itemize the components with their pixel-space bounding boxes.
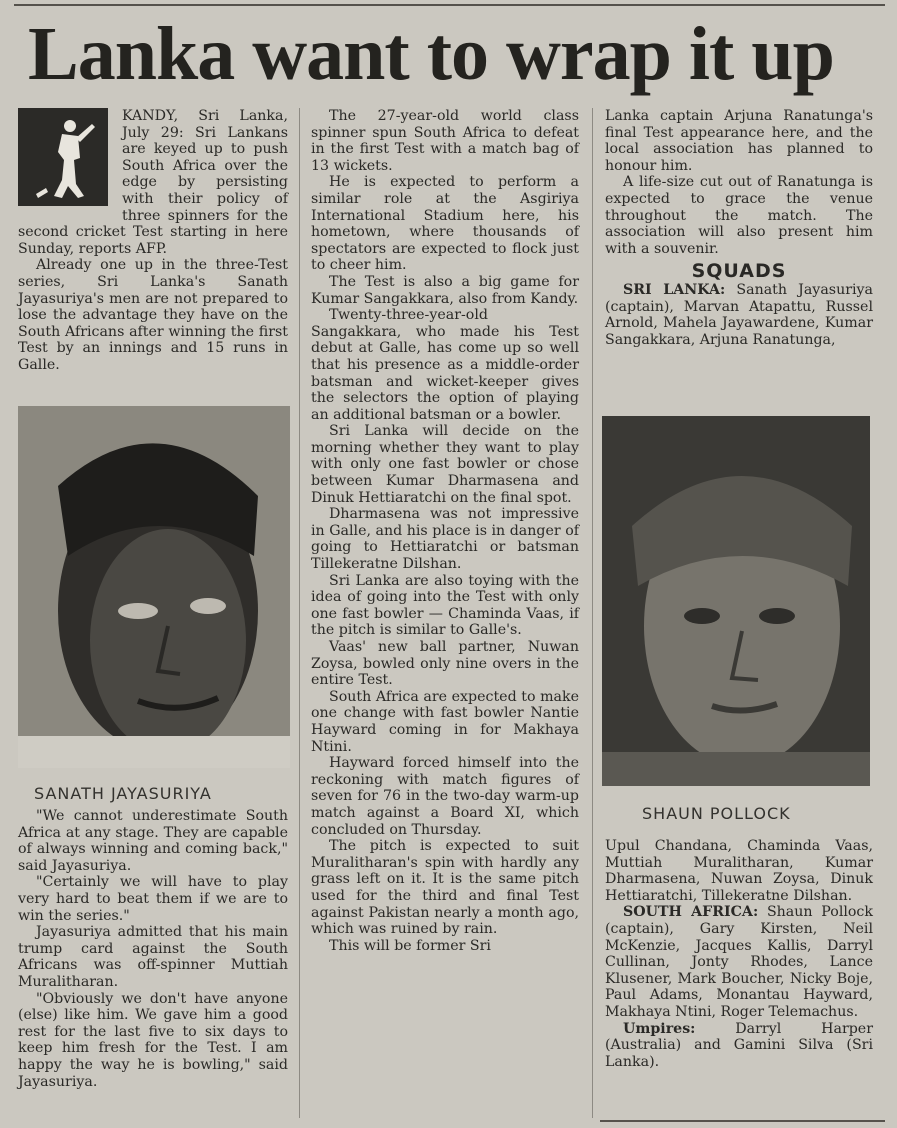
article-column-1-lower	[18, 808, 288, 1090]
headline: Lanka want to wrap it up	[28, 12, 834, 96]
paragraph: Vaas' new ball partner, Nuwan Zoysa, bowled only nine overs in the entire Test.	[311, 639, 579, 689]
sri-lanka-squad-continued: Upul Chandana, Chaminda Vaas, Muttiah Muralitharan, Kumar Dharmasena, Nuwan Zoysa, Dinuk Hettiaratchi, Tillekeratne Dilshan.	[605, 838, 873, 904]
umpires-text: Darryl Harper (Australia) and Gamini Silva (Sri Lanka).	[605, 1020, 873, 1070]
paragraph: Already one up in the three-Test series, Sri Lanka's Sanath Jayasuriya's men are not prepared to lose the advantage they have on the South Africans after winning the first Test by an innings and 15 runs in Galle.	[18, 257, 288, 373]
paragraph: Jayasuriya admitted that his main trump card against the South Africans was off-spinner Muttiah Muralitharan.	[18, 924, 288, 990]
photo-caption: SHAUN POLLOCK	[642, 804, 791, 823]
paragraph: Hayward forced himself into the reckoning with match figures of seven for 76 in the two-day warm-up match against a Board XI, which concluded on Thursday.	[311, 755, 579, 838]
south-africa-squad: Shaun Pollock (captain), Gary Kirsten, Neil McKenzie, Jacques Kallis, Darryl Cullinan, Jonty Rhodes, Lance Klusener, Mark Boucher, Nicky Boje, Paul Adams, Monantau Hayward, Makhaya Ntini, Roger Telemachus.	[605, 904, 873, 1020]
article-column-3	[605, 108, 873, 348]
paragraph: He is expected to perform a similar role at the Asgiriya International Stadium here, his hometown, where thousands of spectators are expected to flock just to cheer him.	[311, 174, 579, 274]
article-column-2	[311, 108, 579, 954]
article-column-3-lower	[605, 838, 873, 1070]
photo-caption: SANATH JAYASURIYA	[34, 784, 212, 803]
paragraph: Lanka captain Arjuna Ranatunga's final Test appearance here, and the local association has planned to honour him.	[605, 108, 873, 174]
paragraph: Dharmasena was not impressive in Galle, and his place is in danger of going to Hettiaratchi or batsman Tillekeratne Dilshan.	[311, 506, 579, 573]
paragraph: Sri Lanka will decide on the morning whether they want to play with only one fast bowler or chose between Kumar Dharmasena and Dinuk Hettiaratchi on the final spot.	[311, 423, 579, 506]
squads-heading: SQUADS	[691, 260, 787, 283]
paragraph: Sri Lankans are keyed up to push South Africa over the edge by persisting with their policy of three spinners for the second cricket Test starting in here Sunday, reports AFP.	[18, 124, 288, 257]
paragraph: South Africa are expected to make one change with fast bowler Nantie Hayward coming in for Makhaya Ntini.	[311, 688, 579, 755]
paragraph: Twenty-three-year-old Sangakkara, who made his Test debut at Galle, has come up so well that his presence as a middle-order batsman and wicket-keeper gives the selectors the option of playing an additional batsman or a bowler.	[311, 307, 579, 423]
paragraph: The pitch is expected to suit Muralitharan's spin with hardly any grass left on it. It is the same pitch used for the third and final Test against Pakistan nearly a month ago, which was ruined by rain.	[311, 838, 579, 938]
paragraph: "Obviously we don't have anyone (else) like him. We gave him a good rest for the last five to six days to keep him fresh for the Test. I am happy the way he is bowling," said Jayasuriya.	[18, 990, 288, 1090]
umpires-label: Umpires:	[623, 1020, 696, 1037]
column-rule-1	[299, 108, 300, 1118]
paragraph: The Test is also a big game for Kumar Sangakkara, also from Kandy.	[311, 273, 579, 307]
paragraph: This will be former Sri	[329, 937, 491, 954]
bottom-rule	[600, 1120, 885, 1122]
sri-lanka-label: SRI LANKA:	[623, 281, 726, 298]
paragraph: "We cannot underestimate South Africa at any stage. They are capable of always winning and coming back," said Jayasuriya.	[18, 808, 288, 874]
south-africa-label: SOUTH AFRICA:	[623, 904, 759, 921]
sri-lanka-squad: Sanath Jayasuriya (captain), Marvan Atapattu, Russel Arnold, Mahela Jayawardene, Kumar Sangakkara, Arjuna Ranatunga,	[605, 281, 873, 348]
photo-sanath-jayasuriya	[18, 406, 290, 768]
dateline: KANDY, Sri Lanka, July 29:	[122, 108, 288, 141]
cricket-batsman-logo-icon	[18, 108, 108, 206]
paragraph: A life-size cut out of Ranatunga is expected to grace the venue throughout the match. The association will also present him with a souvenir.	[605, 174, 873, 257]
paragraph: Sri Lanka are also toying with the idea of going into the Test with only one fast bowler — Chaminda Vaas, if the pitch is similar to Galle's.	[311, 572, 579, 639]
column-rule-2	[592, 108, 593, 1118]
paragraph: The 27-year-old world class spinner spun South Africa to defeat in the first Test with a match bag of 13 wickets.	[311, 108, 579, 174]
paragraph: "Certainly we will have to play very hard to beat them if we are to win the series."	[18, 874, 288, 924]
photo-shaun-pollock	[602, 416, 870, 786]
article-column-1	[18, 108, 288, 374]
